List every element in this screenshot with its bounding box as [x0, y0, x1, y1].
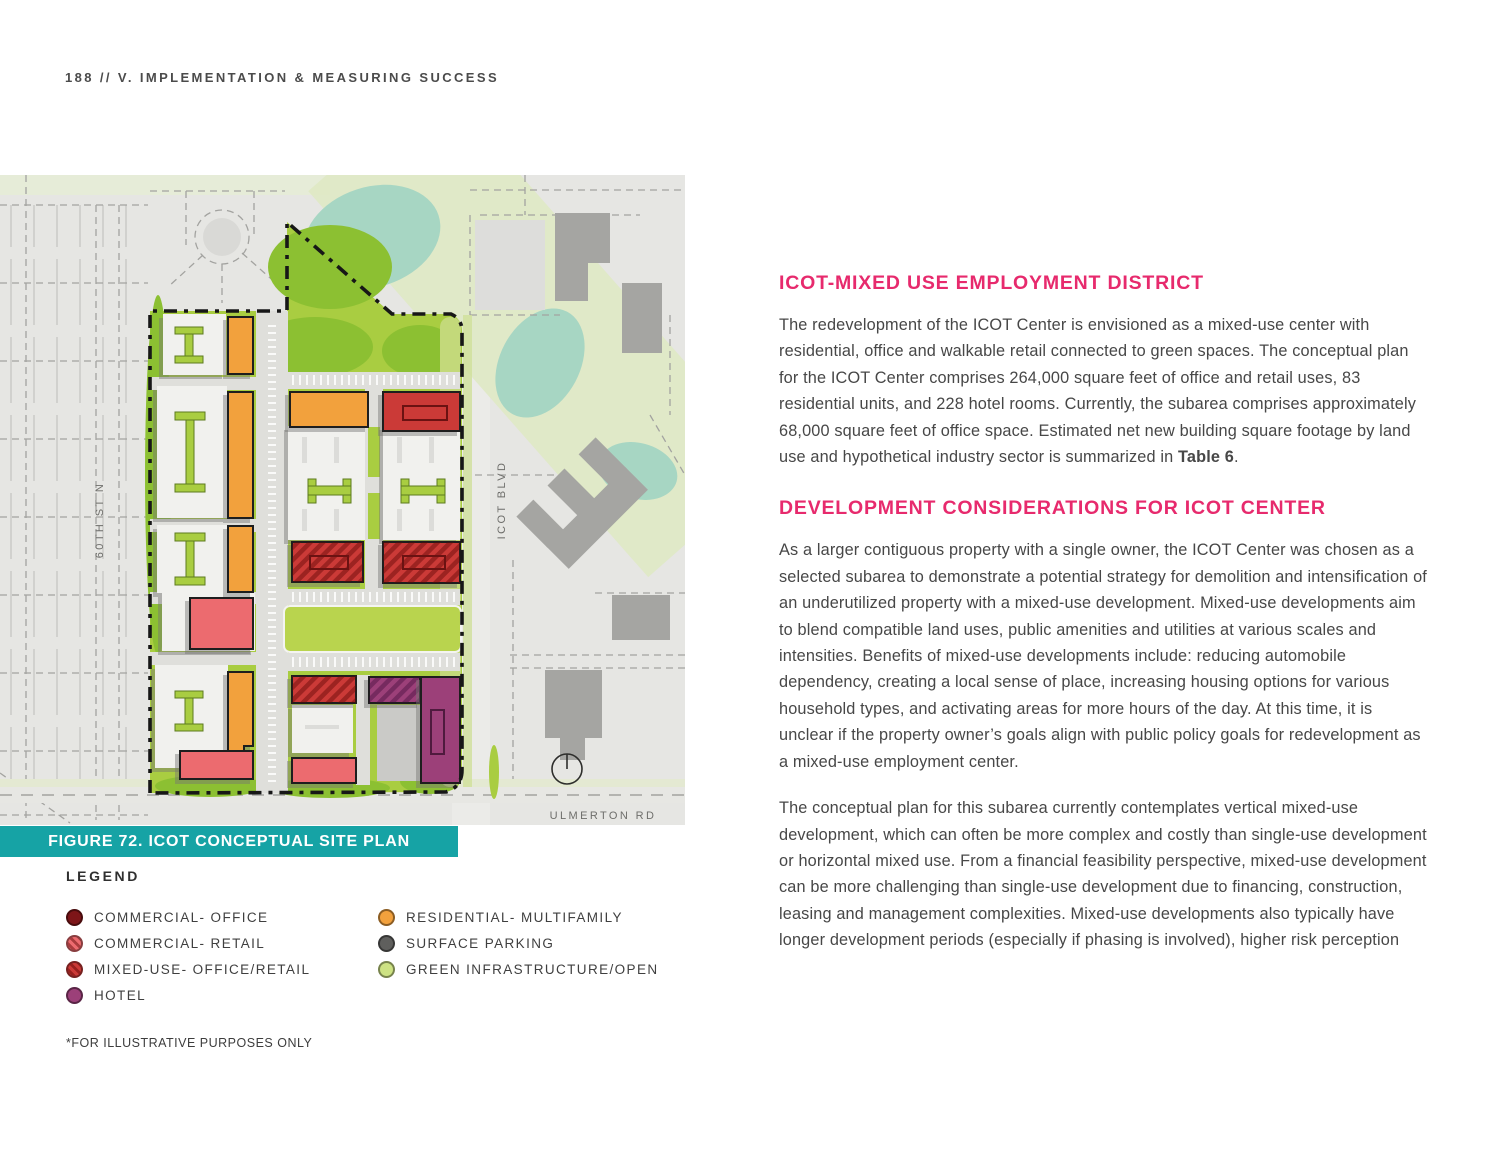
parking-structure	[377, 705, 421, 781]
paragraph: The conceptual plan for this subarea currently contemplates vertical mixed-use development, which can often be more complex and costly than single-use development or horizontal mixed use. From a financial feasibility perspective, mixed-use development can be more challenging than single-use development due to financing, construction, leasing and management complexities. Mixed-use developments also typically have longer development periods (especially if phasing is involved), higher risk perception	[779, 799, 1427, 950]
legend-swatch-commercial-retail-icon	[66, 935, 83, 952]
section-heading-icot-district: ICOT-MIXED USE EMPLOYMENT DISTRICT	[779, 272, 1204, 294]
legend-item-commercial-retail: COMMERCIAL- RETAIL	[66, 930, 310, 956]
hotel-building	[421, 677, 460, 783]
paragraph: As a larger contiguous property with a single owner, the ICOT Center was chosen as a selected subarea to demonstrate a potential strategy for demolition and intensification of an underutilized property with a mixed-use development. Mixed-use developments aim to blend compatible land uses, public amenities and utilities at various scales and intensities. Benefits of mixed-use developments include: reducing automobile dependency, creating a local sense of place, increasing housing options for various household types, and activating areas for more hours of the day. At this time, it is unclear if the property owner’s goals align with public policy goals for redevelopment as a mixed-use employment center.	[779, 541, 1427, 771]
residential-building	[290, 392, 368, 427]
legend-item-surface-parking: SURFACE PARKING	[378, 930, 659, 956]
street-label-ulmerton-rd: ULMERTON RD	[549, 810, 657, 822]
context-building	[622, 283, 662, 353]
page-header: 188 // V. IMPLEMENTATION & MEASURING SUCCESS	[65, 70, 500, 85]
office-building	[383, 392, 460, 431]
context-building	[545, 670, 602, 738]
legend-item-mixed-use: MIXED-USE- OFFICE/RETAIL	[66, 956, 310, 982]
legend-swatch-commercial-office-icon	[66, 909, 83, 926]
street-label-icot-blvd: ICOT BLVD	[496, 460, 508, 540]
legend-item-commercial-office: COMMERCIAL- OFFICE	[66, 904, 310, 930]
residential-building	[228, 526, 253, 592]
article-column	[779, 272, 1431, 974]
legend-item-hotel: HOTEL	[66, 982, 310, 1008]
figure-caption: FIGURE 72. ICOT CONCEPTUAL SITE PLAN	[0, 826, 458, 857]
map-legend	[66, 868, 746, 1003]
section-heading-development-considerations: DEVELOPMENT CONSIDERATIONS FOR ICOT CENTER	[779, 497, 1326, 520]
figure-footnote: *FOR ILLUSTRATIVE PURPOSES ONLY	[66, 1036, 313, 1050]
legend-swatch-surface-parking-icon	[378, 935, 395, 952]
tree	[489, 745, 499, 799]
green-infrastructure-strip	[284, 606, 461, 652]
cul-de-sac	[203, 218, 241, 256]
icot-site-plan-figure	[0, 175, 685, 825]
context-building	[612, 595, 670, 640]
legend-swatch-green-infrastructure-icon	[378, 961, 395, 978]
residential-building	[228, 392, 253, 518]
residential-building	[228, 317, 253, 374]
icot-site-plan-map	[0, 175, 685, 825]
retail-building	[190, 598, 253, 649]
street-label-60th-st-n: 60TH ST N	[94, 481, 106, 559]
paragraph: The redevelopment of the ICOT Center is envisioned as a mixed-use center with residential, office and walkable retail connected to green spaces. The conceptual plan for the ICOT Center comprises 264,000 square feet of office and retail uses, 83 residential units, and 228 hotel rooms. Currently, the subarea comprises approximately 68,000 square feet of office space. Estimated net new building square footage by land use and hypothetical industry sector is summarized in Table 6.	[779, 316, 1417, 467]
legend-swatch-hotel-icon	[66, 987, 83, 1004]
retail-building	[180, 751, 253, 779]
legend-item-residential: RESIDENTIAL- MULTIFAMILY	[378, 904, 659, 930]
legend-item-green-infrastructure: GREEN INFRASTRUCTURE/OPEN	[378, 956, 659, 982]
retail-building	[292, 758, 356, 783]
legend-title: LEGEND	[66, 868, 140, 884]
legend-swatch-residential-icon	[378, 909, 395, 926]
legend-swatch-mixed-use-icon	[66, 961, 83, 978]
